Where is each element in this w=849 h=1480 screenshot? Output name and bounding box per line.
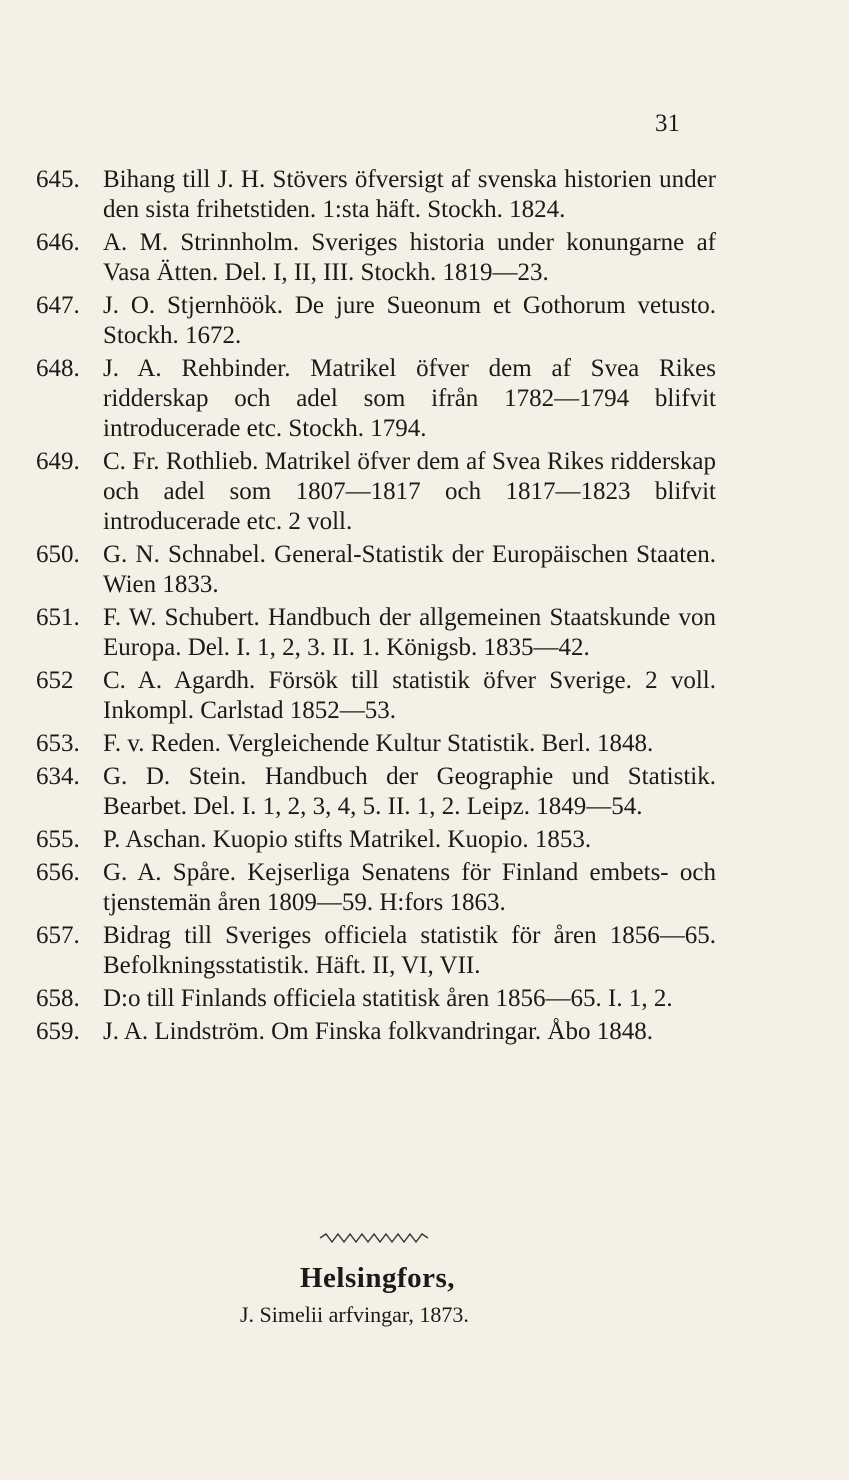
entry-number: 645. (36, 166, 80, 193)
entry-text: G. N. Schnabel. General-Statistik der Europäischen Staaten. Wien 1833. (103, 541, 716, 598)
entry-number: 652 (36, 667, 74, 694)
list-item (36, 984, 716, 1014)
entry-number: 651. (36, 604, 80, 631)
list-item (36, 858, 716, 918)
list-item (36, 540, 716, 600)
list-item (36, 762, 716, 822)
list-item (36, 921, 716, 981)
entry-number: 657. (36, 922, 80, 949)
list-item (36, 666, 716, 726)
bibliography-list (36, 165, 716, 1050)
entry-number: 646. (36, 229, 80, 256)
entry-text: C. Fr. Rothlieb. Matrikel öfver dem af Svea Rikes ridderskap och adel som 1807—1817 och 1817—1823 blifvit introducerade etc. 2 voll. (103, 448, 716, 535)
list-item (36, 729, 716, 759)
entry-text: A. M. Strinnholm. Sveriges historia under konungarne af Vasa Ätten. Del. I, II, III. Stockh. 1819—23. (103, 229, 716, 286)
entry-text: G. A. Spåre. Kejserliga Senatens för Finland embets- och tjenstemän åren 1809—59. H:fors 1863. (103, 859, 716, 916)
entry-text: J. O. Stjernhöök. De jure Sueonum et Gothorum vetusto. Stockh. 1672. (103, 292, 716, 349)
entry-number: 647. (36, 292, 80, 319)
entry-number: 659. (36, 1018, 80, 1045)
entry-text: Bihang till J. H. Stövers öfversigt af svenska historien under den sista frihetstiden. 1:sta häft. Stockh. 1824. (103, 166, 716, 223)
entry-text: G. D. Stein. Handbuch der Geographie und Statistik. Bearbet. Del. I. 1, 2, 3, 4, 5. II. 1, 2. Leipz. 1849—54. (103, 763, 716, 820)
entry-number: 649. (36, 448, 80, 475)
entry-text: P. Aschan. Kuopio stifts Matrikel. Kuopio. 1853. (103, 826, 592, 853)
list-item (36, 1017, 716, 1047)
entry-text: C. A. Agardh. Försök till statistik öfver Sverige. 2 voll. Inkompl. Carlstad 1852—53. (103, 667, 716, 724)
entry-number: 648. (36, 355, 80, 382)
publication-city: Helsingfors, (300, 1262, 456, 1294)
entry-number: 658. (36, 985, 80, 1012)
entry-text: F. W. Schubert. Handbuch der allgemeinen Staatskunde von Europa. Del. I. 1, 2, 3. II. 1. Königsb. 1835—42. (103, 604, 716, 661)
entry-text: F. v. Reden. Vergleichende Kultur Statistik. Berl. 1848. (103, 730, 654, 757)
list-item (36, 447, 716, 537)
publisher-line: J. Simelii arfvingar, 1873. (240, 1302, 469, 1327)
list-item (36, 354, 716, 444)
list-item (36, 291, 716, 351)
list-item (36, 603, 716, 663)
entry-text: J. A. Rehbinder. Matrikel öfver dem af Svea Rikes ridderskap och adel som ifrån 1782—1794 blifvit introducerade etc. Stockh. 1794. (103, 355, 716, 442)
ornament-divider (318, 1230, 430, 1246)
entry-text: Bidrag till Sveriges officiela statistik för åren 1856—65. Befolkningsstatistik. Häft. II, VI, VII. (103, 922, 716, 979)
entry-number: 634. (36, 763, 80, 790)
page-number: 31 (655, 110, 680, 137)
list-item (36, 165, 716, 225)
entry-number: 655. (36, 826, 80, 853)
entry-number: 650. (36, 541, 80, 568)
list-item (36, 825, 716, 855)
entry-number: 653. (36, 730, 80, 757)
entry-text: J. A. Lindström. Om Finska folkvandringar. Åbo 1848. (103, 1018, 653, 1045)
list-item (36, 228, 716, 288)
entry-text: D:o till Finlands officiela statitisk åren 1856—65. I. 1, 2. (103, 985, 673, 1012)
entry-number: 656. (36, 859, 80, 886)
